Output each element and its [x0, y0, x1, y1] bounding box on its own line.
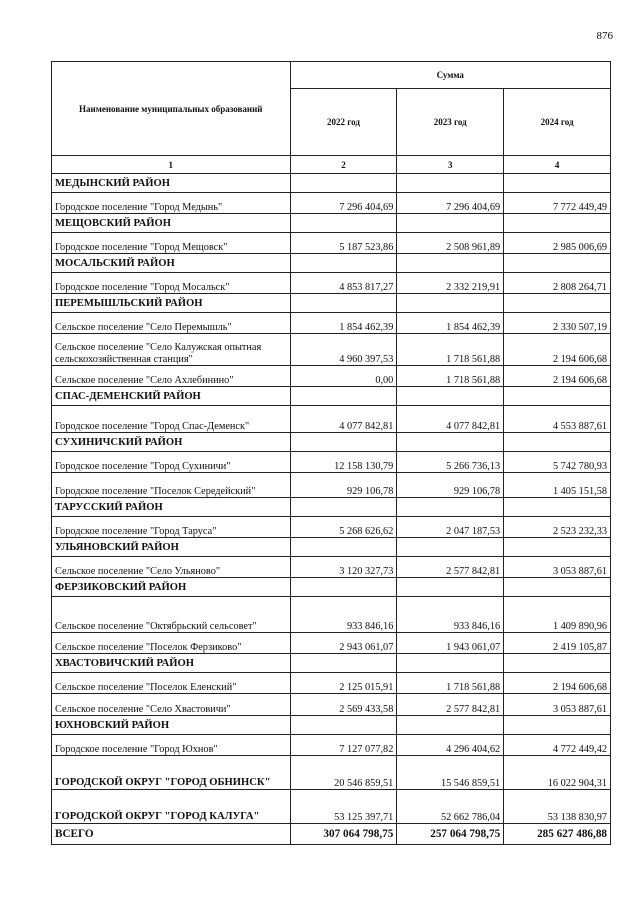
- amount-cell: 4 772 449,42: [504, 735, 611, 756]
- district-row: [52, 498, 611, 517]
- table-row: [52, 673, 611, 694]
- empty-cell: [397, 578, 504, 597]
- header-year-2023: 2023 год: [397, 89, 504, 156]
- amount-cell: 5 266 736,13: [397, 452, 504, 473]
- district-row: [52, 538, 611, 557]
- amount-cell: 0,00: [290, 366, 397, 387]
- district-row: [52, 387, 611, 406]
- municipality-name: ГОРОДСКОЙ ОКРУГ "ГОРОД ОБНИНСК": [52, 756, 291, 790]
- amount-cell: 4 077 842,81: [397, 406, 504, 433]
- amount-cell: 2 985 006,69: [504, 233, 611, 254]
- district-row: [52, 578, 611, 597]
- amount-cell: 16 022 904,31: [504, 756, 611, 790]
- amount-cell: 53 138 830,97: [504, 790, 611, 824]
- municipality-name: Сельское поселение "Поселок Ферзиково": [52, 633, 291, 654]
- budget-table: [51, 61, 611, 845]
- amount-cell: 7 772 449,49: [504, 193, 611, 214]
- empty-cell: [504, 254, 611, 273]
- amount-cell: 4 077 842,81: [290, 406, 397, 433]
- empty-cell: [397, 538, 504, 557]
- amount-cell: 2 330 507,19: [504, 313, 611, 334]
- amount-cell: 2 194 606,68: [504, 673, 611, 694]
- table-row: [52, 694, 611, 716]
- district-name: ЮХНОВСКИЙ РАЙОН: [52, 716, 291, 735]
- amount-cell: 1 943 061,07: [397, 633, 504, 654]
- empty-cell: [290, 498, 397, 517]
- amount-cell: 3 053 887,61: [504, 557, 611, 578]
- municipality-name: Сельское поселение "Село Ульяново": [52, 557, 291, 578]
- district-name: СУХИНИЧСКИЙ РАЙОН: [52, 433, 291, 452]
- urban-district-row: [52, 790, 611, 824]
- table-row: [52, 633, 611, 654]
- amount-cell: 5 187 523,86: [290, 233, 397, 254]
- empty-cell: [504, 538, 611, 557]
- table-row: [52, 406, 611, 433]
- district-name: МЕЩОВСКИЙ РАЙОН: [52, 214, 291, 233]
- empty-cell: [290, 716, 397, 735]
- table-row: [52, 557, 611, 578]
- municipality-name: Сельское поселение "Поселок Еленский": [52, 673, 291, 694]
- column-number: 3: [397, 156, 504, 174]
- amount-cell: 1 718 561,88: [397, 673, 504, 694]
- empty-cell: [504, 433, 611, 452]
- amount-cell: 2 332 219,91: [397, 273, 504, 294]
- amount-cell: 4 553 887,61: [504, 406, 611, 433]
- amount-cell: 2 577 842,81: [397, 694, 504, 716]
- district-name: ПЕРЕМЫШЛЬСКИЙ РАЙОН: [52, 294, 291, 313]
- municipality-name: Сельское поселение "Октябрьский сельсовет": [52, 597, 291, 633]
- table-row: [52, 334, 611, 366]
- urban-district-row: [52, 756, 611, 790]
- header-sum: Сумма: [290, 62, 610, 89]
- amount-cell: 5 742 780,93: [504, 452, 611, 473]
- table-row: [52, 473, 611, 498]
- municipality-name: Сельское поселение "Село Ахлебинино": [52, 366, 291, 387]
- amount-cell: 1 405 151,58: [504, 473, 611, 498]
- empty-cell: [290, 254, 397, 273]
- amount-cell: 5 268 626,62: [290, 517, 397, 538]
- municipality-name: Городское поселение "Поселок Середейский": [52, 473, 291, 498]
- amount-cell: 15 546 859,51: [397, 756, 504, 790]
- table-row: [52, 452, 611, 473]
- district-row: [52, 294, 611, 313]
- amount-cell: 53 125 397,71: [290, 790, 397, 824]
- table-row: [52, 193, 611, 214]
- district-row: [52, 174, 611, 193]
- table-row: [52, 517, 611, 538]
- amount-cell: 1 854 462,39: [397, 313, 504, 334]
- empty-cell: [504, 214, 611, 233]
- district-row: [52, 214, 611, 233]
- amount-cell: 3 053 887,61: [504, 694, 611, 716]
- empty-cell: [290, 214, 397, 233]
- district-name: ФЕРЗИКОВСКИЙ РАЙОН: [52, 578, 291, 597]
- amount-cell: 2 577 842,81: [397, 557, 504, 578]
- amount-cell: 7 296 404,69: [290, 193, 397, 214]
- empty-cell: [290, 433, 397, 452]
- empty-cell: [397, 214, 504, 233]
- municipality-name: Городское поселение "Город Мосальск": [52, 273, 291, 294]
- municipality-name: Городское поселение "Город Юхнов": [52, 735, 291, 756]
- district-name: МОСАЛЬСКИЙ РАЙОН: [52, 254, 291, 273]
- amount-cell: 20 546 859,51: [290, 756, 397, 790]
- empty-cell: [397, 433, 504, 452]
- empty-cell: [504, 174, 611, 193]
- table-body: [52, 174, 611, 845]
- district-name: СПАС-ДЕМЕНСКИЙ РАЙОН: [52, 387, 291, 406]
- amount-cell: 2 808 264,71: [504, 273, 611, 294]
- municipality-name: Городское поселение "Город Медынь": [52, 193, 291, 214]
- page-number: 876: [596, 30, 613, 42]
- table-row: [52, 233, 611, 254]
- column-number: 4: [504, 156, 611, 174]
- empty-cell: [290, 294, 397, 313]
- district-row: [52, 433, 611, 452]
- municipality-name: ВСЕГО: [52, 824, 291, 845]
- municipality-name: Сельское поселение "Село Перемышль": [52, 313, 291, 334]
- empty-cell: [504, 498, 611, 517]
- amount-cell: 52 662 786,04: [397, 790, 504, 824]
- district-row: [52, 716, 611, 735]
- amount-cell: 7 127 077,82: [290, 735, 397, 756]
- empty-cell: [504, 294, 611, 313]
- amount-cell: 4 853 817,27: [290, 273, 397, 294]
- amount-cell: 257 064 798,75: [397, 824, 504, 845]
- amount-cell: 12 158 130,79: [290, 452, 397, 473]
- amount-cell: 933 846,16: [290, 597, 397, 633]
- district-name: ТАРУССКИЙ РАЙОН: [52, 498, 291, 517]
- empty-cell: [504, 654, 611, 673]
- empty-cell: [397, 174, 504, 193]
- empty-cell: [397, 716, 504, 735]
- district-row: [52, 254, 611, 273]
- district-name: ХВАСТОВИЧСКИЙ РАЙОН: [52, 654, 291, 673]
- municipality-name: ГОРОДСКОЙ ОКРУГ "ГОРОД КАЛУГА": [52, 790, 291, 824]
- table-row: [52, 735, 611, 756]
- amount-cell: 1 718 561,88: [397, 334, 504, 366]
- column-number: 2: [290, 156, 397, 174]
- amount-cell: 933 846,16: [397, 597, 504, 633]
- empty-cell: [504, 716, 611, 735]
- amount-cell: 2 047 187,53: [397, 517, 504, 538]
- total-row: [52, 824, 611, 845]
- amount-cell: 2 569 433,58: [290, 694, 397, 716]
- header-year-2022: 2022 год: [290, 89, 397, 156]
- empty-cell: [504, 578, 611, 597]
- amount-cell: 2 523 232,33: [504, 517, 611, 538]
- amount-cell: 929 106,78: [397, 473, 504, 498]
- table-row: [52, 366, 611, 387]
- amount-cell: 2 194 606,68: [504, 366, 611, 387]
- amount-cell: 929 106,78: [290, 473, 397, 498]
- empty-cell: [397, 498, 504, 517]
- municipality-name: Сельское поселение "Село Калужская опытная сельскохозяйственная станция": [52, 334, 291, 366]
- table-row: [52, 597, 611, 633]
- amount-cell: 2 508 961,89: [397, 233, 504, 254]
- municipality-name: Городское поселение "Город Таруса": [52, 517, 291, 538]
- amount-cell: 2 194 606,68: [504, 334, 611, 366]
- header-municipality: Наименование муниципальных образований: [52, 62, 291, 156]
- amount-cell: 285 627 486,88: [504, 824, 611, 845]
- municipality-name: Городское поселение "Город Спас-Деменск": [52, 406, 291, 433]
- empty-cell: [290, 538, 397, 557]
- header-year-2024: 2024 год: [504, 89, 611, 156]
- empty-cell: [290, 387, 397, 406]
- amount-cell: 1 409 890,96: [504, 597, 611, 633]
- empty-cell: [290, 578, 397, 597]
- empty-cell: [397, 654, 504, 673]
- amount-cell: 307 064 798,75: [290, 824, 397, 845]
- district-name: УЛЬЯНОВСКИЙ РАЙОН: [52, 538, 291, 557]
- empty-cell: [397, 254, 504, 273]
- empty-cell: [504, 387, 611, 406]
- column-number: 1: [52, 156, 291, 174]
- municipality-name: Сельское поселение "Село Хвастовичи": [52, 694, 291, 716]
- empty-cell: [397, 294, 504, 313]
- municipality-name: Городское поселение "Город Сухиничи": [52, 452, 291, 473]
- district-row: [52, 654, 611, 673]
- empty-cell: [397, 387, 504, 406]
- amount-cell: 2 943 061,07: [290, 633, 397, 654]
- amount-cell: 4 960 397,53: [290, 334, 397, 366]
- table-row: [52, 273, 611, 294]
- district-name: МЕДЫНСКИЙ РАЙОН: [52, 174, 291, 193]
- amount-cell: 2 125 015,91: [290, 673, 397, 694]
- amount-cell: 2 419 105,87: [504, 633, 611, 654]
- amount-cell: 4 296 404,62: [397, 735, 504, 756]
- amount-cell: 1 854 462,39: [290, 313, 397, 334]
- amount-cell: 1 718 561,88: [397, 366, 504, 387]
- amount-cell: 3 120 327,73: [290, 557, 397, 578]
- empty-cell: [290, 174, 397, 193]
- municipality-name: Городское поселение "Город Мещовск": [52, 233, 291, 254]
- empty-cell: [290, 654, 397, 673]
- amount-cell: 7 296 404,69: [397, 193, 504, 214]
- table-row: [52, 313, 611, 334]
